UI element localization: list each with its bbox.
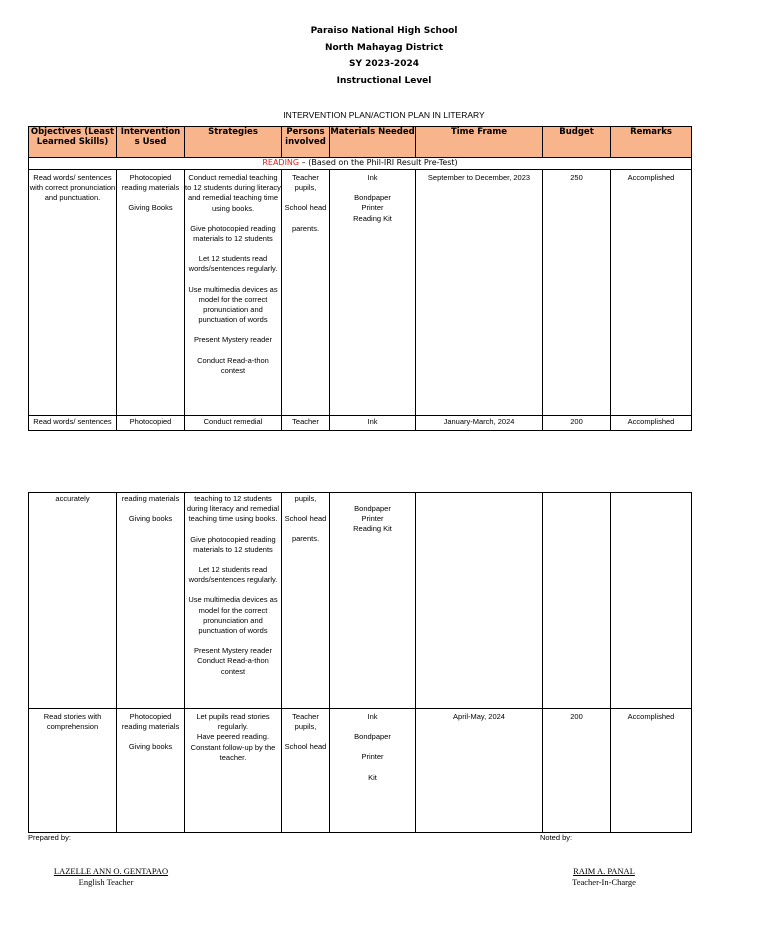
remarks-cell: Accomplished xyxy=(627,417,675,426)
materials-cell: Bondpaper Printer Reading Kit xyxy=(353,504,392,534)
materials-cell: Ink Bondpaper Printer Reading Kit xyxy=(353,173,392,223)
persons-cell: Teacher pupils, School head parents. xyxy=(284,173,327,233)
school-year: SY 2023-2024 xyxy=(349,59,419,69)
strategies-cell: Conduct remedial teaching to 12 students during literacy and remedial teaching time using books. Give photocopied reading materials to 12 students Let 12 students read words/sentences regularly. Use multimedia devices as model for the correct pronunciation and punctuation of words Present Mystery reader Conduct Read-a-thon contest xyxy=(185,173,281,375)
col-time-frame: Time Frame xyxy=(416,127,543,158)
time-frame-cell: April-May, 2024 xyxy=(453,712,505,721)
budget-cell: 200 xyxy=(570,417,583,426)
strategies-cell: teaching to 12 students during literacy and remedial teaching time using books. Give photocopied reading materials to 12 students Let 12 students read words/sentences regularly. Use multimedia devices as model for the correct pronunciation and punctuation of words Present Mystery reader Conduct Read-a-thon contest xyxy=(186,494,280,676)
table-row xyxy=(29,493,692,709)
strategies-cell: Let pupils read stories regularly. Have peered reading. Constant follow-up by the teacher. xyxy=(190,712,276,762)
prepared-by-title: English Teacher xyxy=(78,877,134,887)
time-frame-cell: January-March, 2024 xyxy=(443,417,515,426)
objective-cell: Read words/ sentences xyxy=(33,417,112,426)
district-name: North Mahayag District xyxy=(324,43,444,53)
instructional-level: Instructional Level xyxy=(336,76,432,86)
intervention-table-page2 xyxy=(28,492,692,833)
materials-cell: Ink Bondpaper Printer Kit xyxy=(354,712,391,782)
col-objectives: Objectives (Least Learned Skills) xyxy=(29,127,117,158)
persons-cell: Teacher xyxy=(292,417,319,426)
materials-cell: Ink xyxy=(367,417,378,426)
intervention-cell: reading materials Giving books xyxy=(121,494,180,524)
school-name: Paraiso National High School xyxy=(310,26,458,36)
col-persons: Persons involved xyxy=(282,127,330,158)
table-row xyxy=(29,709,692,833)
intervention-cell: Photocopied xyxy=(129,417,172,426)
prepared-by-label: Prepared by: xyxy=(28,833,71,842)
noted-by-name: RAIM A. PANAL xyxy=(573,866,635,876)
col-interventions: Intervention s Used xyxy=(117,127,185,158)
col-materials: Materials Needed xyxy=(330,127,416,158)
intervention-cell: Photocopied reading materials Giving Books xyxy=(121,173,180,213)
noted-by-title: Teacher-In-Charge xyxy=(572,877,636,887)
strategies-cell: Conduct remedial xyxy=(203,417,263,426)
noted-by-label: Noted by: xyxy=(540,833,573,842)
persons-cell: pupils, School head parents. xyxy=(284,494,327,544)
table-row xyxy=(29,170,692,416)
table-row xyxy=(29,416,692,431)
intervention-table-page1 xyxy=(28,126,692,431)
reading-subheader-row xyxy=(29,158,692,170)
objective-cell: Read words/ sentences with correct pronunciation and punctuation. xyxy=(29,173,116,203)
intervention-cell: Photocopied reading materials Giving books xyxy=(121,712,180,752)
col-strategies: Strategies xyxy=(185,127,282,158)
col-remarks: Remarks xyxy=(611,127,692,158)
persons-cell: Teacher pupils, School head xyxy=(284,712,327,752)
budget-cell: 250 xyxy=(570,173,583,182)
time-frame-cell: September to December, 2023 xyxy=(427,173,531,182)
table-header-row xyxy=(29,127,692,158)
remarks-cell: Accomplished xyxy=(627,712,675,721)
reading-note: – (Based on the Phil-IRI Result Pre-Test) xyxy=(299,158,458,167)
col-budget: Budget xyxy=(543,127,611,158)
objective-cell: accurately xyxy=(55,494,90,503)
reading-label: READING xyxy=(262,158,300,167)
prepared-by-name: LAZELLE ANN O. GENTAPAO xyxy=(53,866,169,876)
plan-title: INTERVENTION PLAN/ACTION PLAN IN LITERARY xyxy=(283,110,485,120)
objective-cell: Read stories with comprehension xyxy=(43,712,102,732)
remarks-cell: Accomplished xyxy=(627,173,675,182)
budget-cell: 200 xyxy=(570,712,583,721)
